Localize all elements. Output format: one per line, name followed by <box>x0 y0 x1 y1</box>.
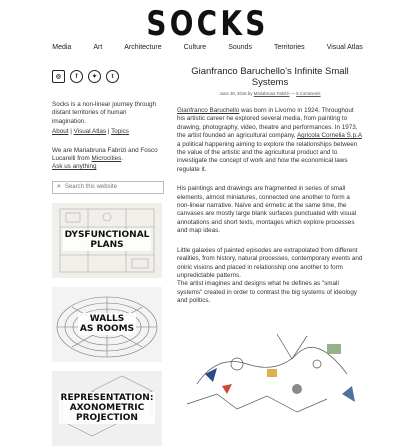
tile-dysfunctional-plans[interactable] <box>52 203 162 278</box>
authors-before: We are Mariabruna Fabrizi and Fosco Lucarelli from <box>52 146 158 163</box>
tile-label-line2: AS ROOMS <box>79 324 135 335</box>
tile-axonometric-projection[interactable] <box>52 371 162 446</box>
about-link[interactable]: About <box>52 128 69 136</box>
social-icons <box>52 70 162 83</box>
paragraph-3a: Little galaxies of painted episodes are extrapolated from different realities, from history, natural processes, contemporary events and oniric visions and placed in relationship one another to form unpredictable patterns. <box>177 246 363 279</box>
authors-text <box>52 147 162 172</box>
site-intro: Socks is a non-linear journey through distant territories of human imagination. <box>52 101 156 125</box>
ask-link[interactable]: Ask us anything <box>52 163 97 171</box>
search-box[interactable] <box>52 181 164 194</box>
tile-label <box>63 229 152 251</box>
baruchello-link[interactable]: Gianfranco Baruchello <box>177 107 240 114</box>
tile-label-line2: PLANS <box>90 240 124 251</box>
article-meta <box>177 91 363 96</box>
sidebar <box>52 70 162 446</box>
meta-separator: — <box>290 91 295 96</box>
search-input[interactable]: Search this website <box>64 184 117 191</box>
paragraph-1 <box>177 107 363 174</box>
tile-label-line1: REPRESENTATION: <box>60 393 154 404</box>
paragraph-1-text-b: a political happening aiming to explore the relationships between the value of the artistic and the agricultural product and to investigate the concept of work and how the economical laws regulate it. <box>177 140 358 173</box>
site-logo[interactable]: SOCKS <box>146 4 269 44</box>
nav-sounds[interactable]: Sounds <box>228 44 252 51</box>
search-icon: ⌕ <box>57 183 61 191</box>
tile-label-line1: WALLS <box>89 314 125 325</box>
microcities-link[interactable]: Microcities <box>91 155 122 163</box>
comments-link[interactable]: 5 Comments <box>296 91 321 96</box>
paragraph-2: His paintings and drawings are fragmented in series of small elements, almost miniatures, connected one another to form a non-linear narrative. Naïve and ermetic at the same time, the canvases are mostly large blank surfaces punctuated with visual annotations and short texts, montages which explore processes and map ideas. <box>177 185 357 235</box>
tile-label-line3: PROJECTION <box>76 413 138 424</box>
artwork-image <box>177 324 363 415</box>
tile-walls-as-rooms[interactable] <box>52 287 162 362</box>
nav-art[interactable]: Art <box>93 44 103 51</box>
nav-media[interactable]: Media <box>52 44 72 51</box>
tumblr-icon[interactable]: t <box>106 70 119 83</box>
article-title[interactable]: Gianfranco Baruchello's Infinite Small Systems <box>191 66 349 88</box>
tile-label-line1: DYSFUNCTIONAL <box>64 230 150 241</box>
sidebar-links: About | Visual Atlas | Topics <box>52 128 129 136</box>
main-nav <box>0 44 415 51</box>
tile-label <box>59 392 156 424</box>
facebook-icon[interactable]: f <box>70 70 83 83</box>
visual-atlas-link[interactable]: Visual Atlas <box>73 128 107 136</box>
article-by: by <box>247 91 253 96</box>
authors-after: . <box>121 155 124 163</box>
tile-label-line2: AXONOMETRIC <box>69 403 145 414</box>
article-date: June 30, 2015 <box>219 91 247 96</box>
tile-label <box>78 313 136 335</box>
nav-territories[interactable]: Territories <box>273 44 305 51</box>
nav-architecture[interactable]: Architecture <box>124 44 162 51</box>
topics-link[interactable]: Topics <box>111 128 129 136</box>
twitter-icon[interactable]: ✦ <box>88 70 101 83</box>
paragraph-3 <box>177 247 363 306</box>
nav-visual-atlas[interactable]: Visual Atlas <box>326 44 363 51</box>
paragraph-1-text-a: was born in Livorno in 1924. Throughout his artistic career he explored several media, from painting to drawing, photography, video, theatre and performances. In 1973, the artist founded an agricultural company, <box>177 107 358 140</box>
agricola-link[interactable]: Agricola Cornelia S.p.A <box>296 132 362 140</box>
nav-culture[interactable]: Culture <box>183 44 207 51</box>
author-link[interactable]: Mariabruna Fabrizi <box>253 91 290 96</box>
instagram-icon[interactable]: ◎ <box>52 70 65 83</box>
article <box>177 66 363 306</box>
paragraph-3b: The artist imagines and designs what he defines as "small systems" created in order to contrast the big systems of ideology and politics. <box>177 280 358 305</box>
